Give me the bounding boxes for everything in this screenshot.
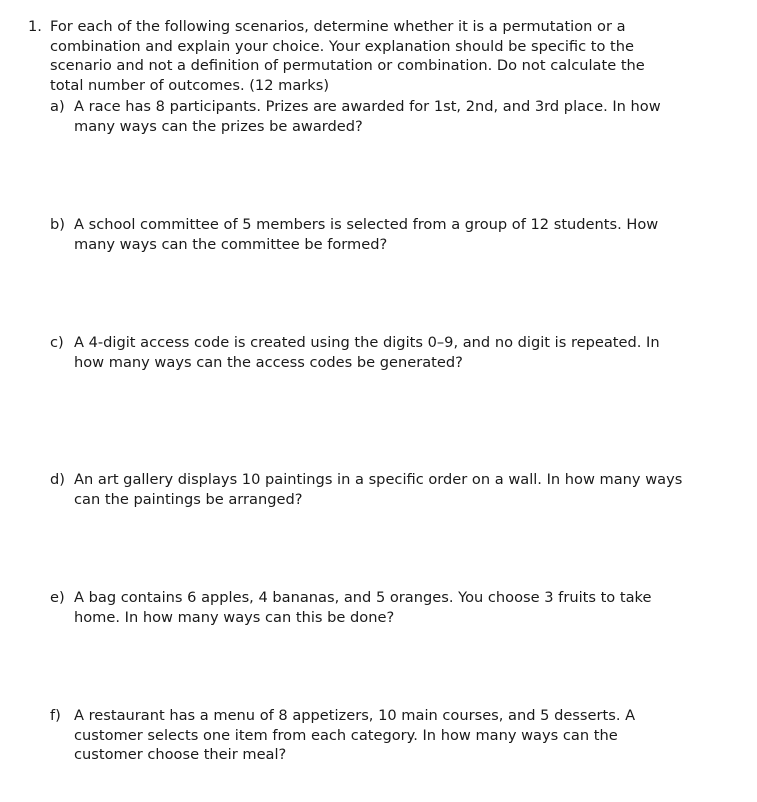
- part-line: can the paintings be arranged?: [74, 490, 303, 508]
- instruction-line: total number of outcomes. (12 marks): [50, 76, 330, 94]
- instruction-line: combination and explain your choice. Your explanation should be specific to the: [50, 37, 635, 55]
- part-letter: f): [50, 707, 61, 724]
- question-instructions: [50, 17, 728, 95]
- part-text: [74, 215, 658, 254]
- part-line: customer selects one item from each category. In how many ways can the: [74, 726, 618, 744]
- part-line: many ways can the prizes be awarded?: [74, 117, 363, 135]
- instruction-line: For each of the following scenarios, determine whether it is a permutation or a: [50, 18, 626, 35]
- part-letter: d): [50, 471, 65, 488]
- part-line: A bag contains 6 apples, 4 bananas, and 5 oranges. You choose 3 fruits to take: [74, 589, 652, 606]
- part-letter: a): [50, 98, 65, 115]
- part-line: how many ways can the access codes be generated?: [74, 353, 463, 371]
- part-line: customer choose their meal?: [74, 746, 287, 763]
- part-line: many ways can the committee be formed?: [74, 235, 388, 253]
- part-text: [74, 470, 682, 509]
- part-text: [74, 706, 635, 765]
- part-line: home. In how many ways can this be done?: [74, 608, 395, 626]
- part-line: A race has 8 participants. Prizes are awarded for 1st, 2nd, and 3rd place. In how: [74, 98, 661, 115]
- part-letter: b): [50, 216, 65, 233]
- part-line: A restaurant has a menu of 8 appetizers, 10 main courses, and 5 desserts. A: [74, 707, 636, 724]
- part-text: [74, 333, 660, 372]
- part-line: A school committee of 5 members is selected from a group of 12 students. How: [74, 216, 659, 233]
- question-number: 1.: [28, 18, 42, 35]
- instruction-line: scenario and not a definition of permutation or combination. Do not calculate the: [50, 57, 645, 74]
- part-letter: c): [50, 334, 64, 351]
- part-text: [74, 588, 651, 627]
- part-line: A 4-digit access code is created using the digits 0–9, and no digit is repeated. In: [74, 334, 660, 351]
- part-line: An art gallery displays 10 paintings in a specific order on a wall. In how many ways: [74, 471, 683, 488]
- part-letter: e): [50, 589, 65, 606]
- part-text: [74, 97, 661, 136]
